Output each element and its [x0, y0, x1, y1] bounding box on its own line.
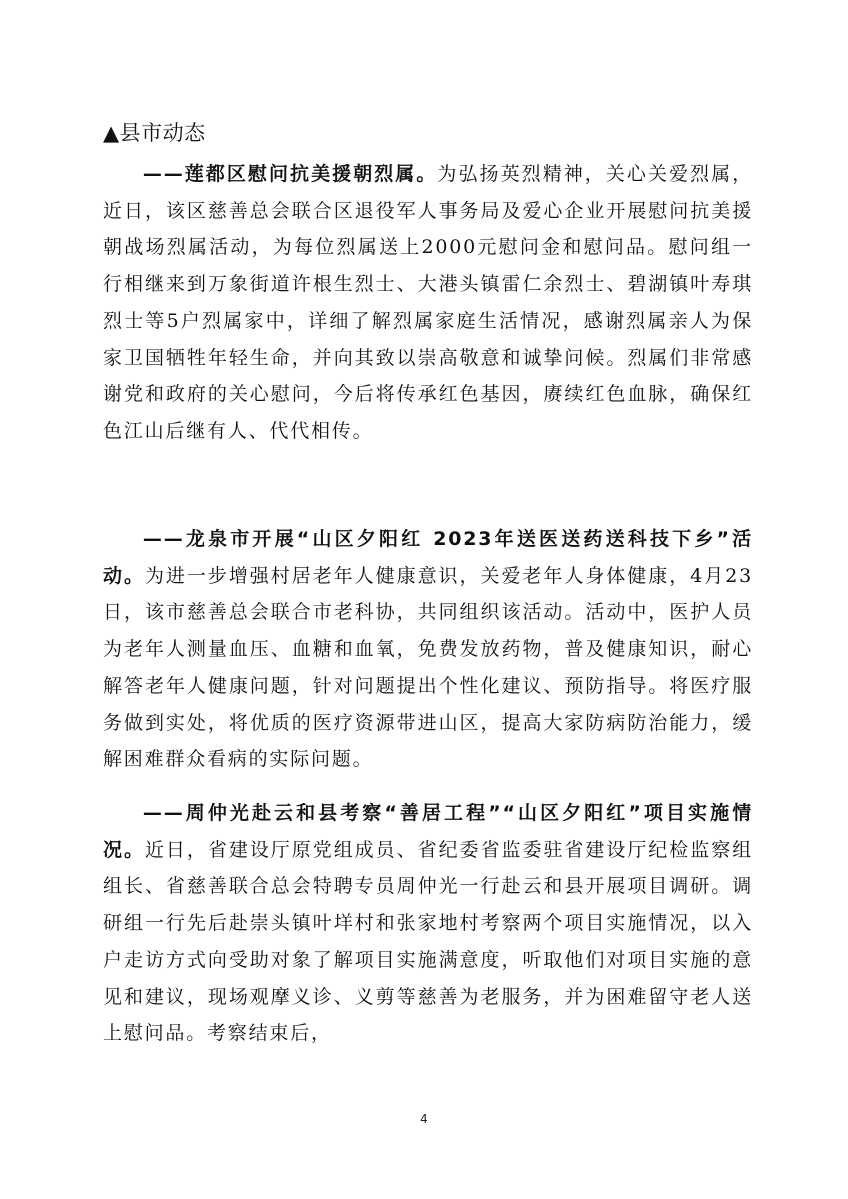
article-zhouzhongguang — [103, 795, 753, 1052]
article-heading: ——莲都区慰问抗美援朝烈属。 — [142, 163, 438, 185]
article-longquan — [103, 521, 753, 778]
section-title: ▲县市动态 — [103, 121, 206, 145]
article-body: 为弘扬英烈精神，关心关爱烈属，近日，该区慈善总会联合区退役军人事务局及爱心企业开展慰问抗美援朝战场烈属活动，为每位烈属送上2000元慰问金和慰问品。慰问组一行相继来到万象街道许根生烈士、大港头镇雷仁余烈士、碧湖镇叶寿琪烈士等5户烈属家中，详细了解烈属家庭生活情况，感谢烈属亲人为保家卫国牺牲年轻生命，并向其致以崇高敬意和诚挚问候。烈属们非常感谢党和政府的关心慰问，今后将传承红色基因，赓续红色血脉，确保红色江山后继有人、代代相传。 — [103, 163, 753, 442]
article-lianduo — [103, 156, 753, 450]
article-body: 为进一步增强村居老年人健康意识，关爱老年人身体健康，4月23日，该市慈善总会联合市老科协，共同组织该活动。活动中，医护人员为老年人测量血压、血糖和血氧，免费发放药物，普及健康知识，耐心解答老年人健康问题，针对问题提出个性化建议、预防指导。将医疗服务做到实处，将优质的医疗资源带进山区，提高大家防病防治能力，缓解困难群众看病的实际问题。 — [103, 564, 753, 771]
page-number: 4 — [420, 1112, 428, 1126]
article-body: 近日，省建设厅原党组成员、省纪委省监委驻省建设厅纪检监察组组长、省慈善联合总会特聘专员周仲光一行赴云和县开展项目调研。调研组一行先后赴崇头镇叶垟村和张家地村考察两个项目实施情况，以入户走访方式向受助对象了解项目实施满意度，听取他们对项目实施的意见和建议，现场观摩义诊、义剪等慈善为老服务，并为困难留守老人送上慰问品。考察结束后， — [103, 838, 753, 1045]
article-heading: ——龙泉市开展“山区夕阳红 2023年送医送药送科技下乡”活动。 — [103, 528, 753, 587]
article-heading: ——周仲光赴云和县考察“善居工程”“山区夕阳红”项目实施情况。 — [103, 802, 753, 861]
